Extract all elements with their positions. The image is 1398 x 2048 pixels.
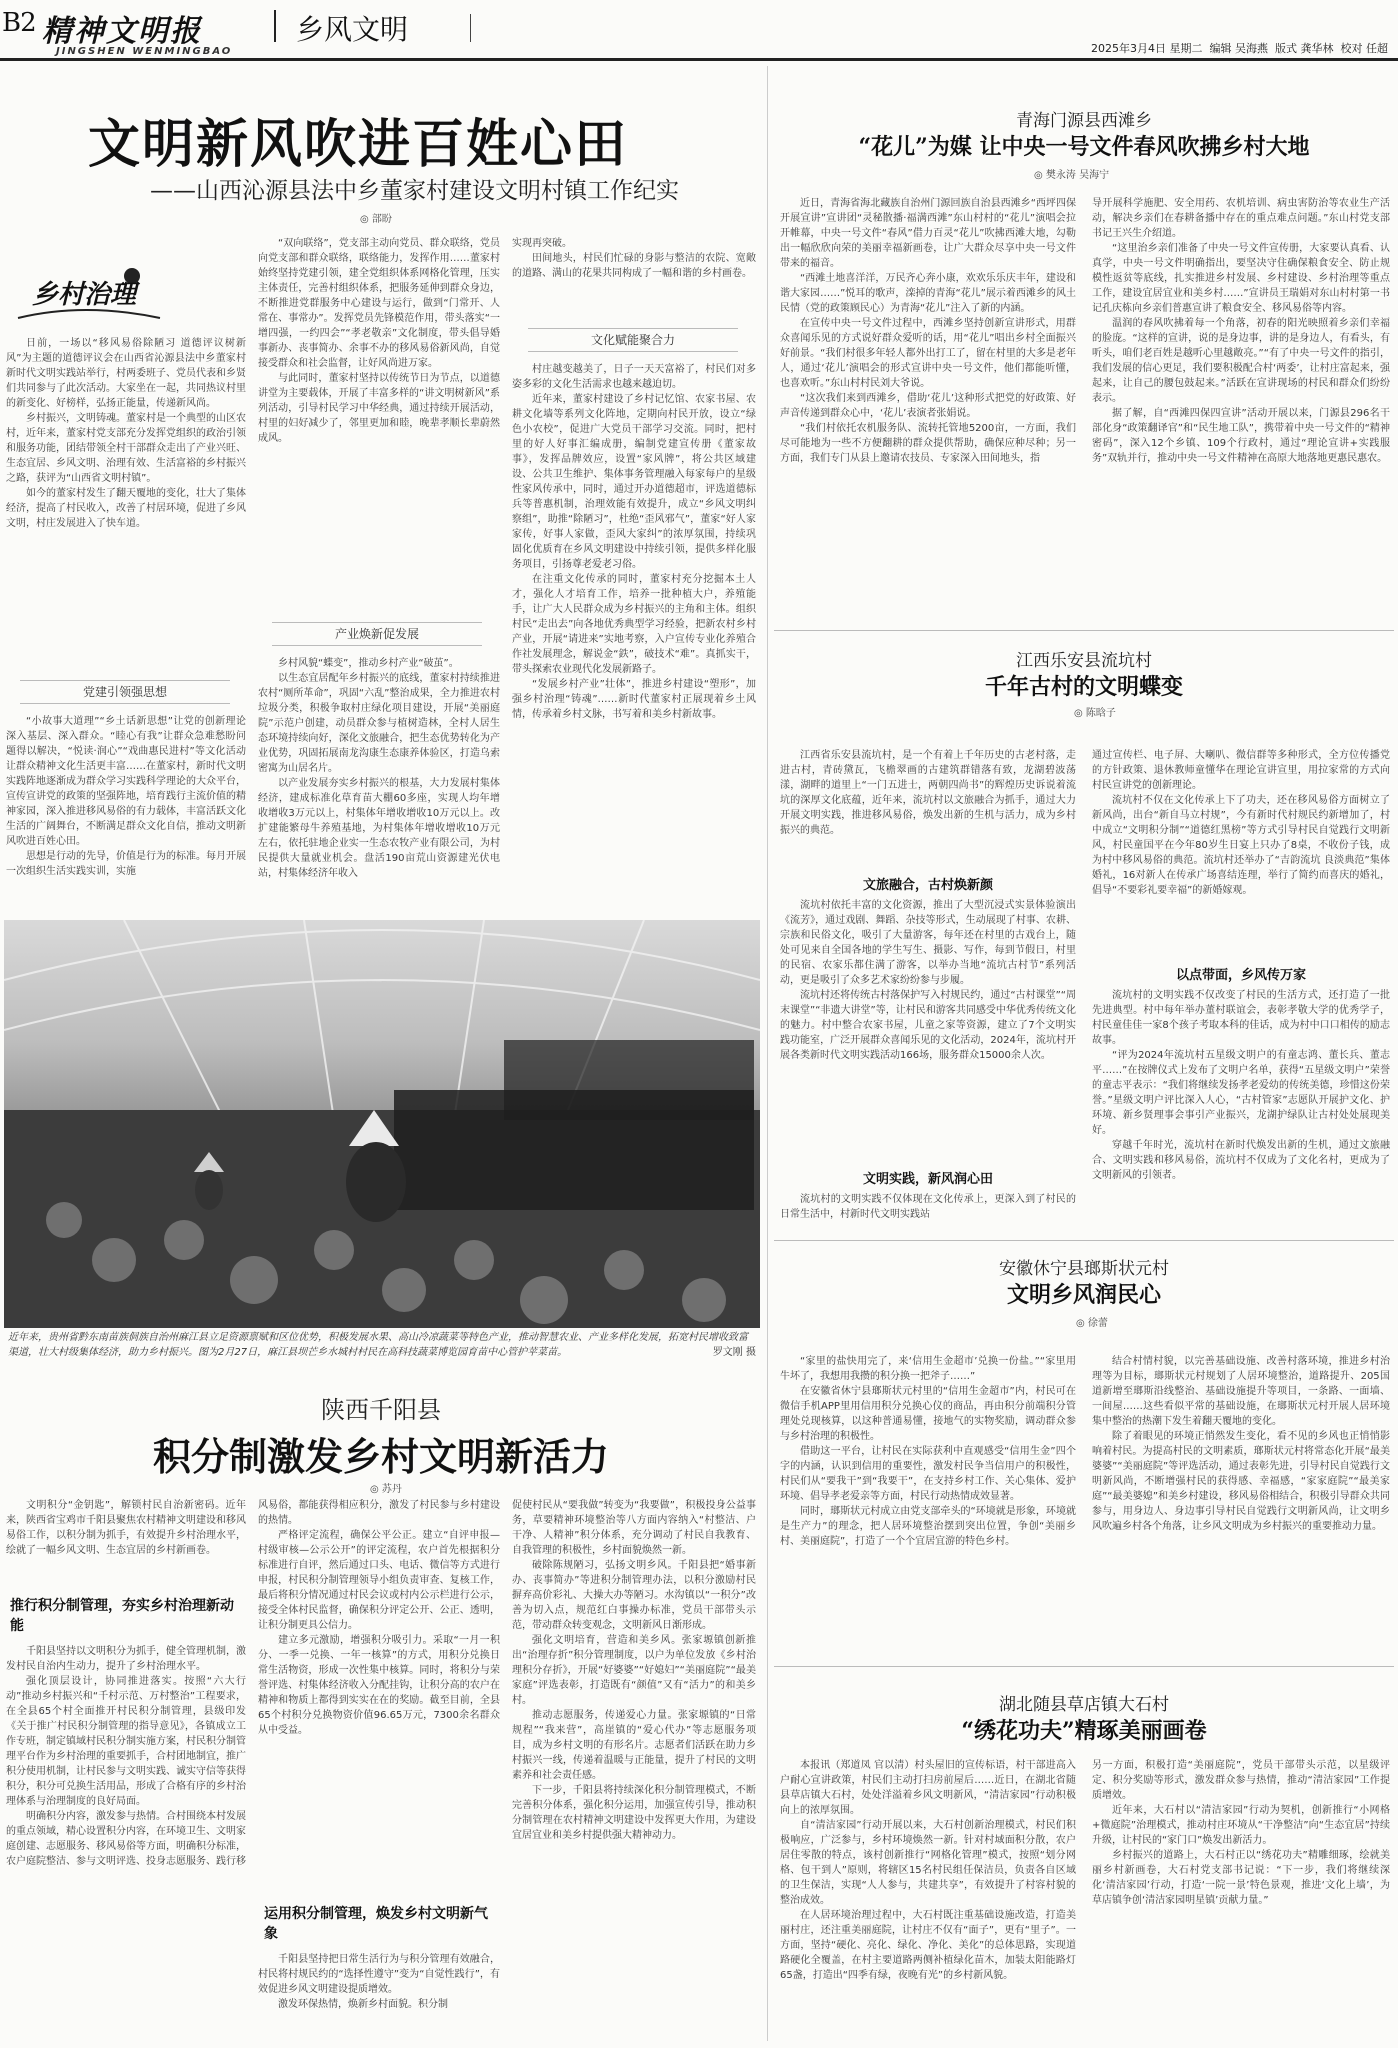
shaanxi-col2-b: [258, 1952, 500, 2036]
paragraph: 推动志愿服务，传递爱心力量。张家塬镇的“日常规程”“我来营”，高崖镇的“爱心代办”等志愿服务项目，成为乡村文明的有形名片。志愿者们活跃在助力乡村振兴一线，传递着温暖与正能量，提升了村民的文明素养和社会责任感。: [512, 1710, 756, 1781]
section-head-party: 党建引领强思想: [20, 680, 230, 704]
main-article-subtitle: ——山西沁源县法中乡董家村建设文明村镇工作纪实: [150, 178, 679, 204]
qinghai-byline: ◎ 樊永涛 吴海宁: [1034, 170, 1110, 181]
caption-text: 近年来，贵州省黔东南苗族侗族自治州麻江县立足资源禀赋和区位优势，积极发展水果、高山冷凉蔬菜等特色产业，推动智慧农业、产业多样化发展，拓宽村民增收致富渠道，壮大村级集体经济，助力乡村振兴。图为2月27日，麻江县坝芒乡水城村村民在高科技蔬菜博览园育苗中心管护苹菜苗。: [8, 1332, 748, 1358]
issue-weekday: 星期二: [1169, 42, 1203, 55]
section-head-culture-tourism: 文旅融合，古村焕新颜: [862, 878, 993, 893]
editor-name: 吴海燕: [1235, 42, 1268, 55]
anhui-col2: [1092, 1354, 1390, 1660]
paragraph: “西滩土地喜洋洋，万民齐心奔小康，欢欢乐乐庆丰年，建设和谐大家园……”悦耳的歌声，滦掉的青海“花儿”展示着西滩乡的风土民情（党的政策顾民心）为青海“花儿”注入了新的内涵。: [780, 273, 1076, 314]
paragraph: 在安徽省休宁县瑯斯状元村里的“信用生金超市”内，村民可在微信手机APP里用信用积分兑换心仪的商品，再由积分前端积分管理处兑现核算，以这种普通易懂，接地气的实物奖励，调动群众参与乡村治理的积极性。: [780, 1386, 1076, 1442]
paragraph: 流坑村的文明实践不仅改变了村民的生活方式，还打造了一批先进典型。村中每年举办董村联谊会，表彰孝敬大学的优秀学子，村民童佳佳一家8个孩子考取本科的佳话，成为村中口口相传的励志故事。: [1092, 990, 1390, 1046]
hubei-col1: [780, 1758, 1076, 2038]
qinghai-col1: [780, 196, 1076, 620]
section-head-point-to-area: 以点带面，乡风传万家: [1092, 964, 1390, 983]
main-article-byline: ◎ 部盼: [360, 214, 392, 225]
section-head-culture: 文化赋能聚合力: [528, 328, 738, 352]
paragraph: “双向联络”，党支部主动向党员、群众联络，党员向党支部和群众联络，联络能力，发挥作用……董家村始终坚持党建引领，建全党组织体系网格化管理，压实主体责任，完善村组织体系，把服务延伸到群众身边，不断推进党群服务中心建设与运行，做到“门常开、人常在、事常办”。发挥党员先锋模范作用，带头落实“一增四强，一约四会”“孝老敬亲”文化制度，带头倡导婚事新办、丧事简办、余事不办的移风易俗新风尚，自觉接受群众和社会监督，让好风尚进万家。: [258, 238, 500, 369]
paragraph: 与此同时，董家村坚持以传统节日为节点，以道德讲堂为主要载体，开展了丰富多样的“讲文明树新风”系列活动，引导村民学习中华经典，通过持续开展活动，村里的妇好减少了，邻里更加和睦，晚辈孝顺长辈蔚然成风。: [258, 373, 500, 444]
paragraph: 自“清洁家园”行动开展以来，大石村创新治理模式，村民们积极响应，广泛参与，乡村环境焕然一新。针对村域面积分散，农户居住零散的特点，该村创新推行“网格化管理”模式，按照“划分网格、包干到人”原则，将辖区15名村民组任保洁员，负责各自区域的卫生保洁，实现“人人参与，共建共享”，有效提升了村容村貌的整治成效。: [780, 1820, 1076, 1906]
masthead: [0, 0, 1398, 62]
hubei-col2: [1092, 1758, 1390, 2038]
main-col2-b: [258, 656, 500, 914]
shaanxi-col3: [512, 1498, 756, 2036]
paragraph: 建立多元激励，增强积分吸引力。采取“一月一积分、一季一兑换、一年一核算”的方式，用积分兑换日常生活物资，形成一次性集中核算。同时，将积分与荣誉评选、村集体经济收入分配挂钩，让积分高的农户在精神和物质上都得到实实在在的奖励。截至目前，全县65个村积分兑换物资价值96.65万元，7300余名群众从中受益。: [258, 1635, 500, 1736]
paragraph: 结合村情村貌，以完善基础设施、改善村落环境，推进乡村治理等为目标，瑯斯状元村规划了人居环境整治，道路提升、205国道新增至瑯斯沿线整治、基础设施提升等项目，一条路、一面墙、一间屋……这些看似平常的基础设施，在瑯斯状元村开展人居环境集中整治的热潮下发生着翻天覆地的变化。: [1092, 1356, 1390, 1427]
paragraph: “小故事大道理”“乡土话新思想”让党的创新理论深入基层、深入群众。“睦心有我”让群众急难愁盼问题得以解决，“悦读·润心”“戏曲惠民进村”等文化活动让群众精神文化生活更丰富……在董家村，新时代文明实践阵地逐渐成为群众学习实践科学理论的大众平台，宣传宣讲党的政策的坚强阵地，培育践行主流价值的精神家园，深入推进移风易俗的有力载体，丰富活跃文化生活的广阔舞台，不断满足群众文化自信，推动文明新风吹进百姓心田。: [6, 716, 246, 847]
paragraph: 日前，一场以“移风易俗除陋习 道德评议树新风”为主题的道德评议会在山西省沁源县法中乡董家村新时代文明实践站举行，村两委班子、党员代表和乡贤们共同参与了此次活动。大家坐在一起，共同热议村里的新变化、好榜样，弘扬正能量，传递新风尚。: [6, 338, 246, 409]
paper-name-logo: 精神文明报: [42, 14, 202, 49]
paragraph: 穿越千年时光，流坑村在新时代焕发出新的生机，通过文旅融合、文明实践和移风易俗，流坑村不仅成为了文化名村，更成为了文明新风的引领者。: [1092, 1140, 1390, 1181]
jiangxi-col2-a: [1092, 748, 1390, 984]
paragraph: “发展乡村产业”壮体”，推进乡村建设“塑形”，加强乡村治理“铸魂”……新时代董家村正展现着乡土风情，传承着乡村文脉，书写着和美乡村新故事。: [512, 679, 756, 720]
paragraph: 破除陈规陋习，弘扬文明乡风。千阳县把“婚事新办、丧事简办”等进积分制管理办法，以积分激励村民摒弃高价彩礼、大操大办等陋习。水沟镇以“一积分”改善为切入点，规范红白事操办标准，党员干部带头示范，带动群众转变观念，文明新风日渐形成。: [512, 1560, 756, 1631]
section-head-civility: 运用积分制管理，焕发乡村文明新气象: [264, 1906, 488, 1942]
paragraph: 思想是行动的先导，价值是行为的标准。每月开展一次组织生活实践实训，实施: [6, 851, 246, 877]
shaanxi-title: 积分制激发乡村文明新活力: [152, 1434, 609, 1479]
layout-label: 版式: [1275, 42, 1297, 55]
vertical-rule: [767, 66, 768, 2041]
shaanxi-col2-a: [258, 1498, 500, 1898]
anhui-byline: ◎ 徐蕾: [1076, 1318, 1108, 1329]
paragraph: 下一步，千阳县将持续深化积分制管理模式，不断完善积分体系，强化积分运用，加强宣传引导，推动积分制管理在农村精神文明建设中发挥更大作用，为建设宜居宜业和美乡村提供强大精神动力。: [512, 1785, 756, 1841]
anhui-article: [774, 1244, 1394, 1744]
shaanxi-author: 苏丹: [381, 1484, 402, 1495]
anhui-author: 徐蕾: [1087, 1318, 1108, 1329]
shaanxi-byline: ◎ 苏丹: [370, 1484, 402, 1495]
paragraph: 流坑村不仅在文化传承上下了功夫，还在移风易俗方面树立了新风尚，出台“新自马立村规”，今有新时代村规民约新增加了，村中成立“文明积分制”“道德红黑榜”等方式引导村民自觉践行文明新风，村民童国平在今年80岁生日宴上只办了8桌，不收份子钱，成为村中移风易俗的典范。流坑村还举办了“吉韵流坑 良淡典范”集体婚礼，16对新人在传承广场喜结连理，举行了简约而喜庆的婚礼，倡导“不要彩礼要幸福”的新婚嫁观。: [1092, 795, 1390, 896]
paragraph: “评为2024年流坑村五星级文明户的有童志鸿、董长兵、董志平……”在按牌仪式上发布了文明户名单，获得“五星级文明户”荣誉的童志平表示：“我们将继续发扬孝老爱幼的传统美德，珍惜这份荣誉。”星级文明户评比深入人心，“古村管家”志愿队开展护文化、护环境、新乡贤理事会事引产业振兴，龙湖护绿队让古村处处展现美好。: [1092, 1050, 1390, 1136]
horizontal-rule: [774, 1666, 1394, 1667]
paragraph: 村庄越变越美了，日子一天天富裕了，村民们对多姿多彩的文化生活需求也越来越迫切。: [512, 364, 756, 390]
paragraph: 另一方面，积极打造“美丽庭院”，党员干部带头示范，以星级评定、积分奖励等形式，激发群众参与热情，推动“清洁家园”工作提质增效。: [1092, 1760, 1390, 1801]
photo-credit: 罗文刚 摄: [712, 1347, 756, 1358]
paragraph: 实现再突破。: [512, 238, 572, 249]
paragraph: 通过宣传栏、电子屏、大喇叭、微信群等多种形式，全方位传播党的方针政策、退休教师童懂华在理论宣讲宣里，用拉家常的方式向村民宣讲党的创新理论。: [1092, 750, 1390, 791]
paragraph: 乡村风貌“蝶变”，推动乡村产业“破茧”。: [278, 658, 459, 669]
paragraph: 强化文明培育，营造和美乡风。张家塬镇创新推出“治理存折”积分管理制度，以户为单位发放《乡村治理积分存折》，开展“好婆婆”“好媳妇”“美丽庭院”“最美家庭”评选表彰，打造既有“颜值”又有“活力”的和美乡村。: [512, 1635, 756, 1706]
horizontal-rule: [774, 1240, 1394, 1241]
paragraph: 同时，瑯斯状元村成立由党支部牵头的“环境就是形象，环境就是生产力”的理念，把人居环境整治摆到突出位置，争创“美丽乡村、美丽庭院”，打造了一个个宜居宜游的特色乡村。: [780, 1506, 1076, 1547]
section-head-industry: 产业焕新促发展: [272, 622, 482, 646]
paragraph: 流坑村依托丰富的文化资源，推出了大型沉浸式实景体验演出《流芳》，通过戏剧、舞蹈、杂技等形式，生动展现了村事、农耕、宗族和民俗文化，吸引了大量游客，每年还在村里的古戏台上，随处可见来自全国各地的学生写生、摄影、写作，每到节假日，村里的民宿、农家乐都住满了游客，以举办当地“流坑古村节”系列活动，更是吸引了众多艺术家纷纷参与步履。: [780, 900, 1076, 986]
jiangxi-col2-b: [1092, 988, 1390, 1234]
jiangxi-col1-b: [780, 898, 1076, 1146]
masthead-divider: [274, 10, 276, 42]
paragraph: 文明积分“金钥匙”，解锁村民自治新密码。近年来，陕西省宝鸡市千阳县聚焦农村精神文明建设和移风易俗工作，以积分制为抓手，有效提升乡村治理水平，绘就了一幅乡风文明、生态宜居的乡村新画卷。: [6, 1500, 246, 1556]
jiangxi-author: 陈晗子: [1085, 708, 1116, 719]
proof-label: 校对: [1340, 42, 1363, 55]
paragraph: 流坑村的文明实践不仅体现在文化传承上，更深入到了村民的日常生活中，村新时代文明实践站: [780, 1194, 1076, 1220]
anhui-title: 文明乡风润民心: [1006, 1282, 1161, 1308]
rural-governance-badge: [14, 262, 164, 328]
paragraph: 在注重文化传承的同时，董家村充分挖掘本土人才，强化人才培育工作，培养一批种植大户，养殖能手，让广大人民群众成为乡村振兴的主角和主体。组织村民“走出去”向各地优秀典型学习经验，把新农村乡村产业，开展“请进来”实地考察，入户宣传专业化养殖合作社发展理念，解说金“鉄”，破技术“难”。真抓实干，带头探索农业现代化发展新路子。: [512, 574, 756, 675]
main-article: [0, 66, 762, 916]
hubei-kicker: 湖北随县草店镇大石村: [999, 1695, 1169, 1715]
photo-caption: [8, 1330, 756, 1376]
news-photo: [4, 920, 760, 1328]
proof-name: 任超: [1366, 42, 1388, 55]
main-col2-a: [258, 236, 500, 616]
paragraph: 促使村民从“要我做”转变为“我要做”，积极投身公益事务，草要精神环境整治等八方面内容纳入“村整洁、户干净、人精神”积分体系，充分调动了村民自我教育、自我管理的积极性，乡村面貌焕然一新。: [512, 1500, 756, 1556]
jiangxi-byline: ◎ 陈晗子: [1074, 708, 1116, 719]
anhui-col1: [780, 1354, 1076, 1660]
paragraph: 以生态宜居配年乡村振兴的底线，董家村持续推进农村“厕所革命”，巩固“六乱”整治成果，全力推进农村垃圾分类，积极争取村庄绿化项目建设，开展“美丽庭院”示范户创建，动员群众参与植树造林，全村人居生态环境持续向好，深化文旅融合，把生态优势转化为产业优势，巩固拓展南龙沟康生态康养体验区，打造乌索密寓为山居名片。: [258, 673, 500, 774]
shaanxi-col1-a: [6, 1498, 246, 1590]
shaanxi-article: [0, 1382, 762, 2042]
jiangxi-kicker: 江西乐安县流坑村: [1016, 651, 1152, 671]
masthead-thin-divider: [470, 14, 471, 42]
main-article-author: 部盼: [371, 214, 392, 225]
main-col1-b: [6, 714, 246, 914]
paragraph: 据了解，自“西滩四保四宣讲”活动开展以来，门源县296名干部化身“政策翻译官”和“民生地工队”，携带着中央一号文件的“精神密码”，深入12个乡镇、109个行政村，通过“理论宣讲+实践服务”双轨并行，推动中央一号文件精神在高原大地落地更惠民惠农。: [1092, 408, 1390, 464]
badge-label: 乡村治理: [32, 280, 137, 310]
paragraph: “我们村依托农机服务队、流转托管地5200亩，一方面，我们尽可能地为一些不方便翻耕的群众提供帮助，确保应种尽种；另一方面，我们专门从县上邀请农技员、专家深入田间地头，指: [780, 423, 1076, 464]
paper-pinyin: JINGSHEN WENMINGBAO: [56, 46, 233, 57]
paragraph: 温润的春风吹拂着每一个角落，初春的阳光映照着乡亲们幸福的脸庞。“这样的宣讲，说的是身边事，讲的是身边人，有看头，有听头，咱们老百姓是越听心里越敞亮。”“有了中央一号文件的指引，我们发展的信心更足，我们要积极配合村‘两委’，让村庄富起来，强起来，让自己的腰包鼓起来。”活跃在宣讲现场的村民和群众们纷纷表示。: [1092, 318, 1390, 404]
paragraph: 近年来，大石村以“清洁家园”行动为契机，创新推行“小网格+微庭院”治理模式，推动村庄环境从“干净整洁”向“生态宜居”持续升级，让村民的“家门口”焕发出新活力。: [1092, 1805, 1390, 1846]
page-number: B2: [2, 8, 36, 38]
masthead-rule: [0, 58, 1398, 61]
paragraph: 乡村振兴的道路上，大石村正以“绣花功夫”精雕细琢，绘就美丽乡村新画卷，大石村党支部书记说：“下一步，我们将继续深化‘清洁家园’行动，打造‘一院一景’特色景观，推进‘文化上墙’，为草店镇争创‘清洁家园明星镇’贡献力量。”: [1092, 1850, 1390, 1906]
paragraph: 激发环保热情，焕新乡村面貌。积分制: [278, 1999, 448, 2010]
qinghai-col2: [1092, 196, 1390, 620]
paragraph: “家里的盐快用完了，来‘信用生金超市’兑换一份盐。”“家里用牛坏了，我想用我攒的积分换一把斧子……”: [780, 1356, 1076, 1382]
paragraph: 乡村振兴，文明铸魂。董家村是一个典型的山区农村，近年来，董家村党支部充分发挥党组织的政治引领和服务功能，团结带领全村干部群众走出了产业兴旺、生态宜居、乡风文明、治理有效、生活富裕的乡村振兴之路，获评为“山西省文明村镇”。: [6, 413, 246, 484]
paragraph: 强化顶层设计，协同推进落实。按照“六大行动”推动乡村振兴和“千村示范、万村整治”工程要求，在全县65个村全面推开村民积分制管理，县级印发《关于推广村民积分制管理的指导意见》，各镇成立工作专班，制定镇域村民积分制实施方案，村民积分制管理平台作为乡村治理的重要抓手，合村团地制宜，推广积分使用机制，让村民参与文明实践、诚实守信等获得积分，积分可兑换生活用品，形成了合格有序的乡村治理体系与治理制度的良好局面。: [6, 1676, 246, 1807]
jiangxi-col1-a: [780, 748, 1076, 870]
paragraph: “这次我们来到西滩乡，借助‘花儿’这种形式把党的好政策、好声音传递到群众心中，‘花儿’表演者张娟说。: [780, 393, 1076, 419]
qinghai-title: “花儿”为媒 让中央一号文件春风吹拂乡村大地: [858, 134, 1310, 160]
masthead-meta: [1091, 40, 1388, 56]
main-col3-b: [512, 362, 756, 914]
editor-label: 编辑: [1209, 42, 1232, 55]
section-name: 乡风文明: [296, 13, 409, 46]
qinghai-kicker: 青海门源县西滩乡: [1016, 111, 1152, 131]
issue-date: 2025年3月4日: [1091, 42, 1166, 55]
shaanxi-col1-b: [6, 1644, 246, 2036]
paragraph: 千阳县坚持把日常生活行为与积分管理有效融合，村民将村规民约的“选择性遵守”变为“自觉性践行”，有效促进乡风文明建设提质增效。: [258, 1954, 500, 1995]
main-article-title: 文明新风吹进百姓心田: [88, 114, 629, 175]
paragraph: 风易俗，都能获得相应积分，激发了村民参与乡村建设的热情。: [258, 1500, 500, 1526]
hubei-article: [774, 1670, 1394, 2042]
paragraph: 除了着眼见的环境正悄然发生变化，看不见的乡风也正悄悄影响着村民。为提高村民的文明素质，瑯斯状元村将常态化开展“最美婆婆”“美丽庭院”等评选活动，通过表彰先进，引导村民自觉践行文明新风尚，不断增强村民的获得感、幸福感，“家家庭院”“最美家庭”“最美婆媳”和美乡村建设，移风易俗相结合，积极引导群众共同参与，用身边人、身边事引导村民自觉践行文明新风尚，让文明乡风吹遍乡村各个角落，让乡风文明成为乡村振兴的重要推动力量。: [1092, 1431, 1390, 1532]
main-col1-a: [6, 336, 246, 666]
paragraph: 在人居环境治理过程中，大石村既注重基础设施改造，打造美丽村庄，还注重美丽庭院，让村庄不仅有“面子”，更有“里子”。一方面，坚持“硬化、亮化、绿化、净化、美化”的总体思路，实现道路硬化全覆盖，在村主要道路两侧补植绿化苗木，加装太阳能路灯65盏，打造出“四季有绿，夜晚有光”的乡村新风貌。: [780, 1910, 1076, 1981]
paragraph: 近日，青海省海北藏族自治州门源回族自治县西滩乡“西坪四保开展宣讲”宣讲团“灵秘散播·福满西滩”东山村村的“花儿”演唱会拉开帷幕，中央一号文件“春风”借力百灵“花儿”吹拂西滩大地，勾勒出一幅欣欣向荣的美丽幸福新画卷，让广大群众尽享中央一号文件带来的福音。: [780, 198, 1076, 269]
paragraph: 近年来，董家村建设了乡村记忆馆、农家书屋、农耕文化墙等系列文化阵地，定期向村民开放，设立“绿色小农校”，促进广大党员干部学习交流。同时，把村里的好人好事汇编成册，编制党建宣传册《董家故事》，发挥品牌效应，设置“家风牌”，将公共区域建设、公共卫生维护、集体事务管理融入每家每户的星级性家风传承中，同时，通过开办道德超市，评选道德标兵等普惠机制，治理效能有效提升，成立“乡风文明纠察组”，助推“除陋习”，杜绝“歪风邪气”，董家“好人家家传，好事人家做，歪风大家纠”的浓厚氛围，持续巩固化优质育在乡风文明建设中持续引领，提供多样化服务项目，引扬尊老爱老习俗。: [512, 394, 756, 570]
paragraph: 本报讯（郑道凤 官以清）村头屋旧的宣传标语，村干部进高入户耐心宣讲政策，村民们主动打扫房前屋后……近日，在湖北省随县草店镇大石村，处处洋溢着乡风文明新风，“清洁家园”行动积极向上的浓厚氛围。: [780, 1760, 1076, 1816]
paragraph: 千阳县坚持以文明积分为抓手，健全管理机制，激发村民自治内生动力，提升了乡村治理水平。: [6, 1646, 246, 1672]
qinghai-author: 樊永涛 吴海宁: [1045, 170, 1110, 181]
paragraph: 流坑村还将传统古村落保护写入村规民约，通过“古村课堂”“周末课堂”“非遗大讲堂”等，让村民和游客共同感受中华优秀传统文化的魅力。村中整合农家书屋，儿童之家等资源，建立了7个文明实践功能室，广泛开展群众喜闻乐见的文化活动，2024年，流坑村开展各类新时代文明实践活动166场，服务群众15000余人次。: [780, 990, 1076, 1061]
anhui-kicker: 安徽休宁县瑯斯状元村: [999, 1259, 1169, 1279]
qinghai-article: [774, 66, 1394, 626]
paragraph: 明确积分内容，激发参与热情。合村围绕本村发展的重点领域，精心设置积分内容，在环境卫生、文明家庭创建、志愿服务、移风易俗等方面，明确积分标准，农户庭院整洁、参与文明评选、投身志愿服务、践行移: [6, 1811, 246, 1867]
horizontal-rule: [774, 630, 1394, 631]
paragraph: 严格评定流程，确保公平公正。建立“自评申报—村级审核—公示公开”的评定流程，农户首先根据积分标准进行自评，然后通过口头、电话、微信等方式进行申报，村民积分制管理领导小组负责审查、复核工作，最后将积分情况通过村民会议或村内公示栏进行公示，接受全体村民监督，确保积分评定公开、公正、透明，让积分制更具公信力。: [258, 1530, 500, 1631]
section-head-points-system: 推行积分制管理，夯实乡村治理新动能: [10, 1598, 234, 1634]
shaanxi-kicker: 陕西千阳县: [321, 1396, 441, 1424]
jiangxi-col1-c: [780, 1192, 1076, 1234]
section-head-practice: 文明实践，新风润心田: [862, 1172, 993, 1187]
paragraph: 在宣传中央一号文件过程中，西滩乡坚持创新宣讲形式，用群众喜闻乐见的方式说好群众爱听的话，用“花儿”唱出乡村全面振兴好前景。“我们村很多年轻人都外出打工了，留在村里的大多是老年人，通过‘花儿’演唱会的形式宣讲中央一号文件，他们都能听懂，也喜欢听。”东山村村民刘大爷说。: [780, 318, 1076, 389]
paragraph: 导开展科学施肥、安全用药、农机培训、病虫害防治等农业生产活动，解决乡亲们在春耕备播中存在的重点难点问题。”东山村党支部书记王兴生介绍道。: [1092, 198, 1390, 239]
jiangxi-article: [774, 636, 1394, 1236]
paragraph: 如今的董家村发生了翻天覆地的变化，壮大了集体经济，提高了村民收入，改善了村居环境，促进了乡风文明，村庄发展进入了快车道。: [6, 488, 246, 529]
greenhouse-seedlings-illustration: [4, 920, 760, 1328]
layout-name: 龚华林: [1300, 42, 1334, 55]
paragraph: 借助这一平台，让村民在实际获利中直观感受“信用生金”四个字的内涵，认识到信用的重要性，激发村民争当信用户的积极性，村民们从“要我干”到“我要干”，在支持乡村工作、关心集体、爱护环境、倡导孝老爱亲等方面，村民行动热情成效显著。: [780, 1446, 1076, 1502]
paragraph: 田间地头，村民们忙碌的身影与整洁的农院、宽敞的道路、满山的花果共同构成了一幅和谐的乡村画卷。: [512, 253, 756, 279]
hubei-title: “绣花功夫”精琢美丽画卷: [961, 1718, 1207, 1744]
jiangxi-title: 千年古村的文明蝶变: [984, 674, 1183, 700]
paragraph: 江西省乐安县流坑村，是一个有着上千年历史的古老村落，走进古村，青砖黛瓦，飞檐翠画的古建筑群错落有致，龙湖碧波荡漾，湖畔的道里上“一门五进士，两朝四尚书”的辉煌历史诉说着流坑的深厚文化底蕴，近年来，流坑村以文旅融合为抓手，通过大力开展文明实践，推进移风易俗，焕发出新的生机与活力，成为乡村振兴的典范。: [780, 750, 1076, 836]
paragraph: 以产业发展夯实乡村振兴的根基，大力发展村集体经济，建成标准化草育苗大棚60多座，实现人均年增收增收3万元以上，村集体年增收增收10万元以上。改扩建能繁母牛养殖基地，为村集体年增收增收10万元左右，依托驻地企业实一生态农牧产业有限公司，为村民提供大量就业机会。盘活190亩荒山资源建光伏电站，村集体经济年收入: [258, 778, 500, 879]
paragraph: “这里治乡亲们准备了中央一号文件宣传册，大家要认真看、认真学，中央一号文件明确指出，要坚决守住确保粮食安全、防止规模性返贫等底线，扎实推进乡村发展、乡村建设、乡村治理等重点工作，建设宜居宜业和美乡村……”宣讲员王瑞娟对东山村村第一书记孔庆栋向乡亲们普惠宣讲了粮食安全、移风易俗等内容。: [1092, 243, 1390, 314]
